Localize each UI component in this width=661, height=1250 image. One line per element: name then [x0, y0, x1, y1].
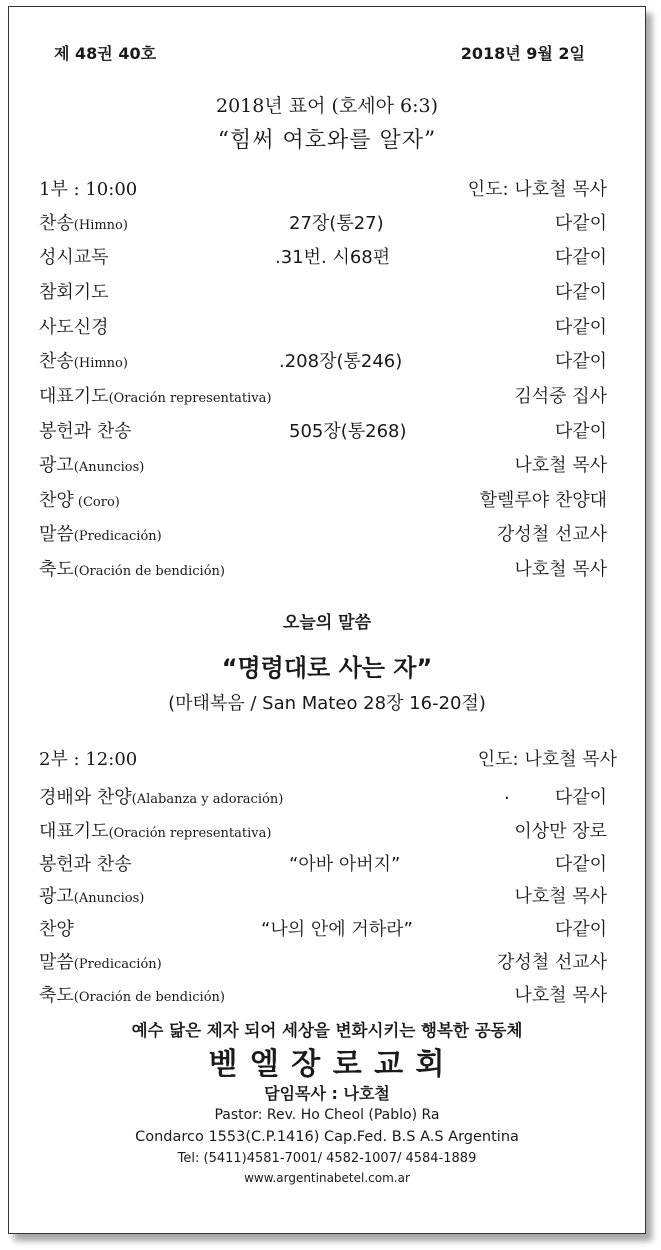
row-title-es: (Oración representativa) — [108, 391, 272, 406]
church-telephone: Tel: (5411)4581-7001/ 4582-1007/ 4584-1889 — [177, 1151, 477, 1166]
service1-row — [39, 486, 607, 516]
church-address: Condarco 1553(C.P.1416) Cap.Fed. B.S A.S Argentina — [135, 1129, 519, 1145]
service2-row — [39, 882, 607, 912]
row-detail: “아바 아버지” — [289, 854, 401, 875]
row-title: 말씀 — [39, 524, 74, 545]
row-title-es: (Oración representativa) — [108, 826, 272, 841]
row-title: 찬송 — [39, 351, 74, 372]
service2-row — [39, 981, 607, 1011]
row-title: 봉헌과 찬송 — [39, 421, 132, 442]
service1-time: 1부 : 10:00 — [39, 179, 138, 200]
service1-row — [39, 451, 607, 481]
service1-row — [39, 313, 607, 343]
row-person: 이상만 장로 — [514, 821, 607, 842]
service2-row — [39, 948, 607, 978]
row-person: 나호철 목사 — [514, 559, 607, 580]
row-title: 축도 — [39, 985, 74, 1006]
row-title: 말씀 — [39, 952, 74, 973]
row-detail: “나의 안에 거하라” — [261, 919, 413, 940]
row-detail: 505장(통268) — [289, 421, 407, 442]
row-title: 찬양 — [39, 490, 74, 511]
service2-row — [39, 915, 607, 945]
row-title: 광고 — [39, 455, 74, 476]
service2-row — [39, 817, 607, 847]
service2-row — [39, 850, 607, 880]
row-person: 다같이 — [554, 351, 607, 372]
row-title-es: (Oración de bendición) — [73, 990, 225, 1005]
church-name: 벧 엘 장 로 교 회 — [208, 1047, 446, 1082]
row-detail: . — [504, 783, 510, 804]
pastor-korean: 담임목사 : 나호철 — [264, 1084, 390, 1103]
row-person: 다같이 — [554, 787, 607, 808]
row-person: 다같이 — [554, 854, 607, 875]
row-title-es: (Anuncios) — [73, 460, 145, 475]
row-title-es: (Predicación) — [73, 529, 162, 544]
service1-row — [39, 417, 607, 447]
row-title-es: (Anuncios) — [73, 891, 145, 906]
service1-row — [39, 555, 607, 585]
row-detail: 27장(통27) — [289, 213, 384, 234]
row-person: 다같이 — [554, 247, 607, 268]
row-title: 참회기도 — [39, 282, 109, 303]
row-person: 다같이 — [554, 317, 607, 338]
row-person: 할렐루야 찬양대 — [479, 490, 607, 511]
sermon-title: “명령대로 사는 자” — [221, 654, 433, 682]
bulletin-date: 2018년 9월 2일 — [460, 44, 585, 63]
row-detail: .31번. 시68편 — [275, 247, 391, 268]
row-title: 광고 — [39, 886, 74, 907]
sermon-reference: (마태복음 / San Mateo 28장 16-20절) — [168, 693, 486, 714]
service1-row — [39, 278, 607, 308]
row-title: 대표기도 — [39, 386, 109, 407]
row-person: 김석중 집사 — [514, 386, 607, 407]
row-person: 나호철 목사 — [514, 886, 607, 907]
row-title: 축도 — [39, 559, 74, 580]
row-person: 다같이 — [554, 213, 607, 234]
row-title-es: (Coro) — [73, 495, 120, 510]
sermon-heading: 오늘의 말씀 — [282, 613, 372, 633]
motto-line2: “힘써 여호와를 알자” — [217, 128, 437, 153]
service1-row — [39, 347, 607, 377]
pastor-english: Pastor: Rev. Ho Cheol (Pablo) Ra — [214, 1107, 440, 1123]
service2-leader: 인도: 나호철 목사 — [477, 749, 617, 770]
service2-row — [39, 783, 607, 813]
church-slogan: 예수 닮은 제자 되어 세상을 변화시키는 행복한 공동체 — [131, 1021, 523, 1040]
row-title: 대표기도 — [39, 821, 109, 842]
bulletin-page — [8, 6, 646, 1234]
row-person: 다같이 — [554, 919, 607, 940]
row-person: 강성철 선교사 — [496, 524, 607, 545]
row-person: 나호철 목사 — [514, 455, 607, 476]
service2-header — [39, 745, 617, 775]
row-person: 나호철 목사 — [514, 985, 607, 1006]
row-title: 성시교독 — [39, 247, 109, 268]
church-website[interactable]: www.argentinabetel.com.ar — [244, 1171, 410, 1185]
row-title: 찬송 — [39, 213, 74, 234]
row-title-es: (Alabanza y adoración) — [131, 792, 284, 807]
row-person: 다같이 — [554, 282, 607, 303]
row-title-es: (Predicación) — [73, 957, 162, 972]
service1-header — [39, 175, 607, 205]
service1-row — [39, 243, 607, 273]
row-detail: .208장(통246) — [279, 351, 403, 372]
volume-number: 제 48권 40호 — [54, 44, 157, 63]
row-title-es: (Himno) — [73, 356, 128, 371]
row-title: 경배와 찬양 — [39, 787, 132, 808]
row-title-es: (Oración de bendición) — [73, 564, 225, 579]
row-person: 강성철 선교사 — [496, 952, 607, 973]
service1-row — [39, 520, 607, 550]
row-title-es: (Himno) — [73, 218, 128, 233]
service1-row — [39, 382, 607, 412]
row-person: 다같이 — [554, 421, 607, 442]
row-title: 봉헌과 찬송 — [39, 854, 132, 875]
motto-line1: 2018년 표어 (호세아 6:3) — [216, 95, 438, 117]
service1-row — [39, 209, 607, 239]
service2-time: 2부 : 12:00 — [39, 749, 138, 770]
row-title: 사도신경 — [39, 317, 109, 338]
row-title: 찬양 — [39, 919, 74, 940]
service1-leader: 인도: 나호철 목사 — [467, 179, 607, 200]
